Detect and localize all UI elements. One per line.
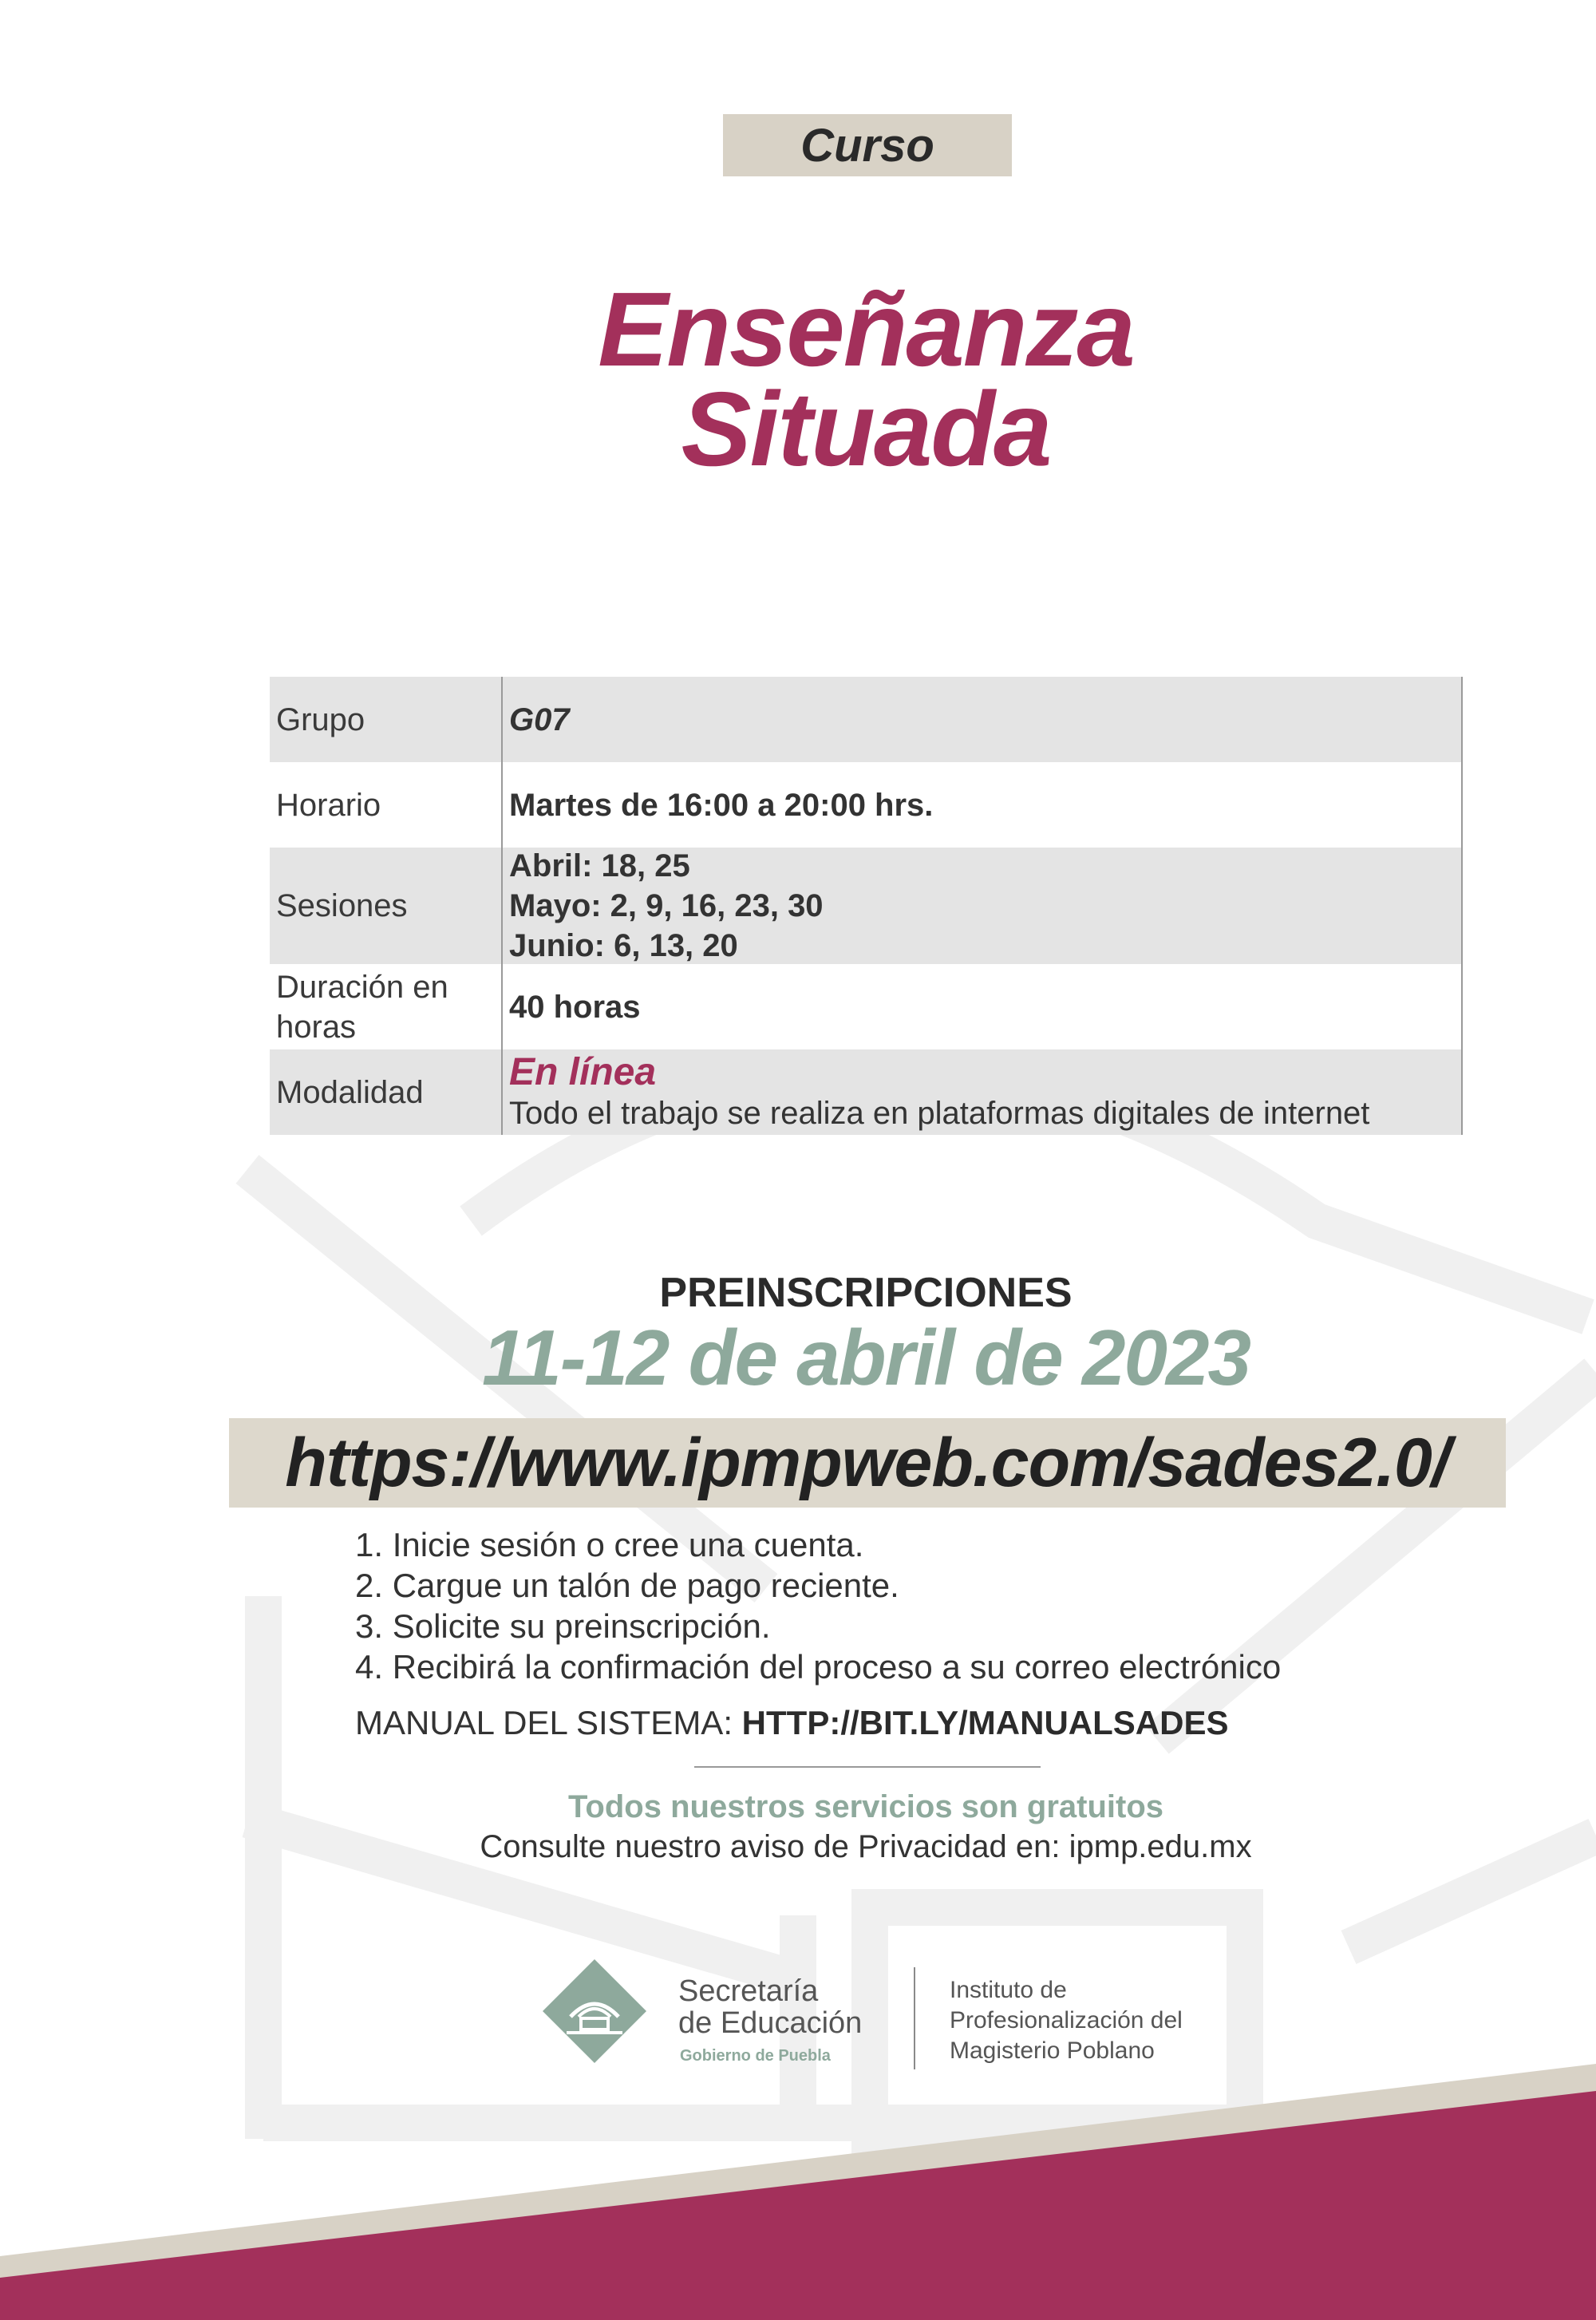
course-title	[0, 271, 1596, 488]
row-label: Sesiones	[276, 888, 408, 923]
row-label: Duración en horas	[276, 969, 448, 1045]
row-value	[501, 848, 1463, 964]
table-row-grupo	[270, 677, 1463, 762]
list-item: 4. Recibirá la confirmación del proceso a su correo electrónico	[355, 1648, 1282, 1686]
free-services-note: Todos nuestros servicios son gratuitos	[567, 1789, 1164, 1824]
privacy-notice: Consulte nuestro aviso de Privacidad en: ipmp.edu.mx	[480, 1829, 1252, 1864]
modality-detail: Todo el trabajo se realiza en plataformas digitales de internet	[509, 1095, 1370, 1131]
session-line: Mayo: 2, 9, 16, 23, 30	[509, 888, 824, 923]
registration-steps	[355, 1524, 1552, 1687]
preinscription-dates: 11-12 de abril de 2023	[482, 1314, 1250, 1401]
manual-label: MANUAL DEL SISTEMA:	[355, 1704, 742, 1741]
sep-name-line2: de Educación	[678, 2006, 863, 2040]
table-row-horario	[270, 762, 1463, 848]
schedule-value: Martes de 16:00 a 20:00 hrs.	[509, 787, 934, 823]
session-line: Junio: 6, 13, 20	[509, 928, 738, 963]
row-value	[501, 677, 1463, 762]
modality-value: En línea	[509, 1050, 657, 1093]
row-value	[501, 1049, 1463, 1135]
course-info-table	[270, 677, 1463, 1135]
footer-bands	[0, 2043, 1596, 2320]
divider	[694, 1766, 1041, 1768]
list-item: 2. Cargue un talón de pago reciente.	[355, 1567, 899, 1604]
sep-subtitle: Gobierno de Puebla	[680, 2047, 831, 2065]
list-item: 1. Inicie sesión o cree una cuenta.	[355, 1526, 864, 1563]
registration-url-link[interactable]: https://www.ipmpweb.com/sades2.0/	[229, 1418, 1506, 1508]
table-row-modalidad	[270, 1049, 1463, 1135]
table-row-sesiones	[270, 848, 1463, 964]
course-title-line2: Situada	[681, 370, 1051, 488]
manual-line	[355, 1704, 1228, 1742]
list-item: 3. Solicite su preinscripción.	[355, 1607, 771, 1645]
ipmp-name-line1: Instituto de	[950, 1977, 1067, 2003]
ipmp-name-line2: Profesionalización del	[950, 2007, 1183, 2033]
manual-link[interactable]: HTTP://BIT.LY/MANUALSADES	[741, 1704, 1229, 1741]
sep-name-line1: Secretaría	[678, 1974, 819, 2008]
duration-value: 40 horas	[509, 989, 641, 1025]
row-label: Modalidad	[276, 1074, 424, 1110]
course-title-line1: Enseñanza	[598, 271, 1134, 388]
group-code: G07	[509, 702, 570, 737]
row-label: Horario	[276, 787, 381, 823]
preinscription-label: PREINSCRIPCIONES	[659, 1270, 1073, 1316]
table-row-duracion	[270, 964, 1463, 1049]
session-line: Abril: 18, 25	[509, 848, 690, 883]
row-value	[501, 762, 1463, 848]
row-label: Grupo	[276, 702, 365, 737]
sep-name	[678, 1975, 862, 2039]
ipmp-name-line3: Magisterio Poblano	[950, 2037, 1155, 2064]
row-value	[501, 964, 1463, 1049]
course-badge: Curso	[723, 114, 1012, 176]
footer-band-accent	[0, 2091, 1596, 2320]
